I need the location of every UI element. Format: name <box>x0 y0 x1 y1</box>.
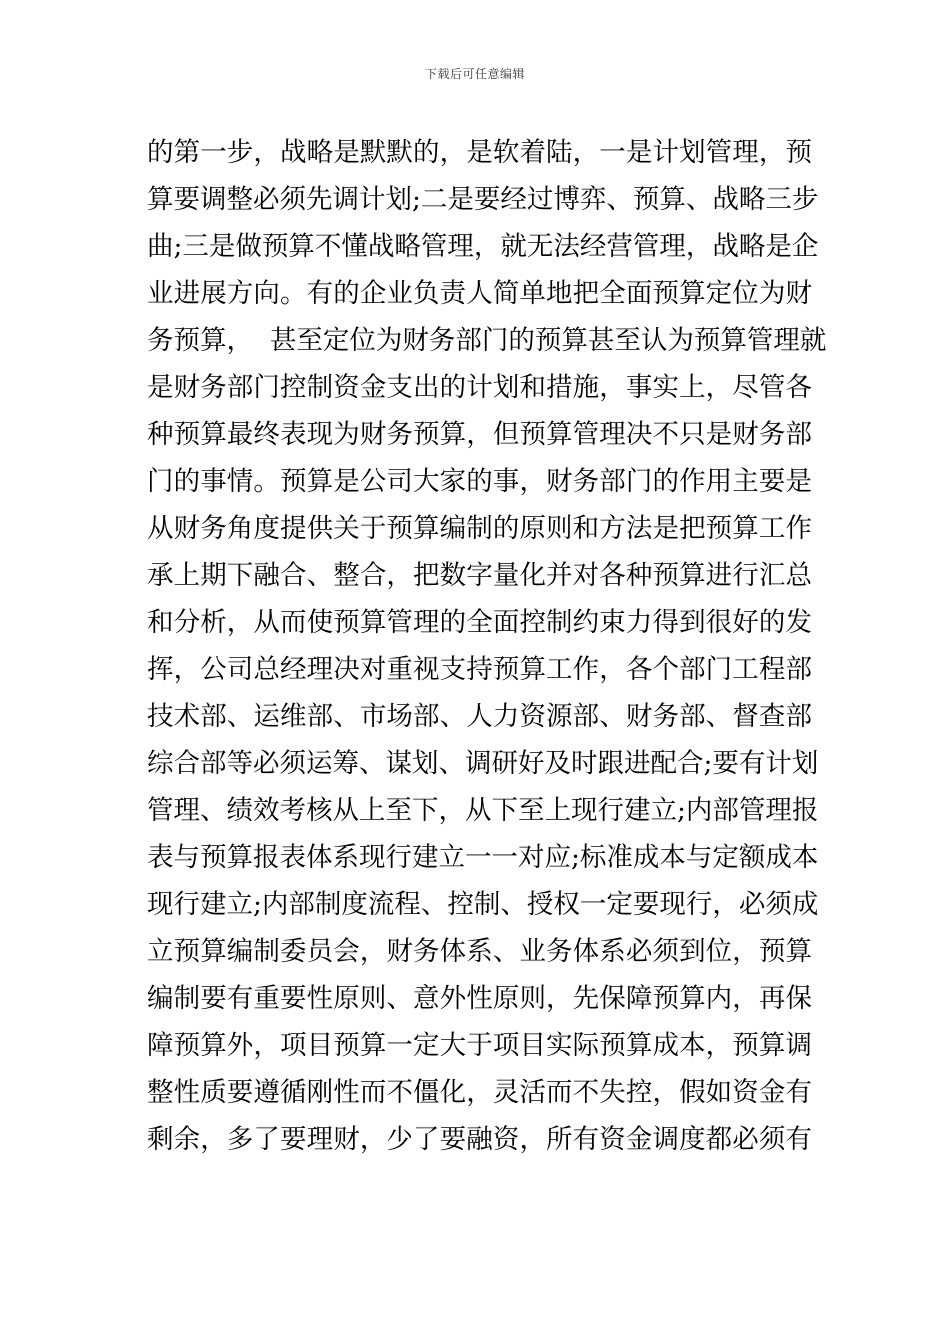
text-line: 务预算， 甚至定位为财务部门的预算甚至认为预算管理就 <box>147 325 827 356</box>
text-line: 管理、绩效考核从上至下，从下至上现行建立;内部管理报 <box>147 795 819 826</box>
body-text <box>147 129 827 1163</box>
text-line: 立预算编制委员会，财务体系、业务体系必须到位，预算 <box>147 936 812 967</box>
text-line: 算要调整必须先调计划;二是要经过博弈、预算、战略三步 <box>147 184 819 215</box>
text-line: 技术部、运维部、市场部、人力资源部、财务部、督查部 <box>147 701 812 732</box>
text-line: 剩余，多了要理财，少了要融资，所有资金调度都必须有 <box>147 1124 812 1155</box>
text-line: 整性质要遵循刚性而不僵化，灵活而不失控，假如资金有 <box>147 1077 812 1108</box>
text-line: 综合部等必须运筹、谋划、调研好及时跟进配合;要有计划 <box>147 748 819 779</box>
text-line: 编制要有重要性原则、意外性原则，先保障预算内，再保 <box>147 983 812 1014</box>
text-line: 障预算外，项目预算一定大于项目实际预算成本，预算调 <box>147 1030 812 1061</box>
text-line: 挥，公司总经理决对重视支持预算工作，各个部门工程部 <box>147 654 812 685</box>
text-line: 门的事情。预算是公司大家的事，财务部门的作用主要是 <box>147 466 812 497</box>
text-line: 种预算最终表现为财务预算，但预算管理决不只是财务部 <box>147 419 812 450</box>
text-line: 和分析，从而使预算管理的全面控制约束力得到很好的发 <box>147 607 812 638</box>
text-line: 的第一步，战略是默默的，是软着陆，一是计划管理，预 <box>147 137 812 168</box>
text-line: 业进展方向。有的企业负责人简单地把全面预算定位为财 <box>147 278 812 309</box>
page-header: 下载后可任意编辑 <box>424 67 525 81</box>
text-line: 曲;三是做预算不懂战略管理，就无法经营管理，战略是企 <box>147 231 819 262</box>
text-line: 承上期下融合、整合，把数字量化并对各种预算进行汇总 <box>147 560 812 591</box>
text-line: 表与预算报表体系现行建立一一对应;标准成本与定额成本 <box>147 842 819 873</box>
text-line: 现行建立;内部制度流程、控制、授权一定要现行，必须成 <box>147 889 819 920</box>
text-line: 是财务部门控制资金支出的计划和措施，事实上，尽管各 <box>147 372 812 403</box>
text-line: 从财务角度提供关于预算编制的原则和方法是把预算工作 <box>147 513 812 544</box>
